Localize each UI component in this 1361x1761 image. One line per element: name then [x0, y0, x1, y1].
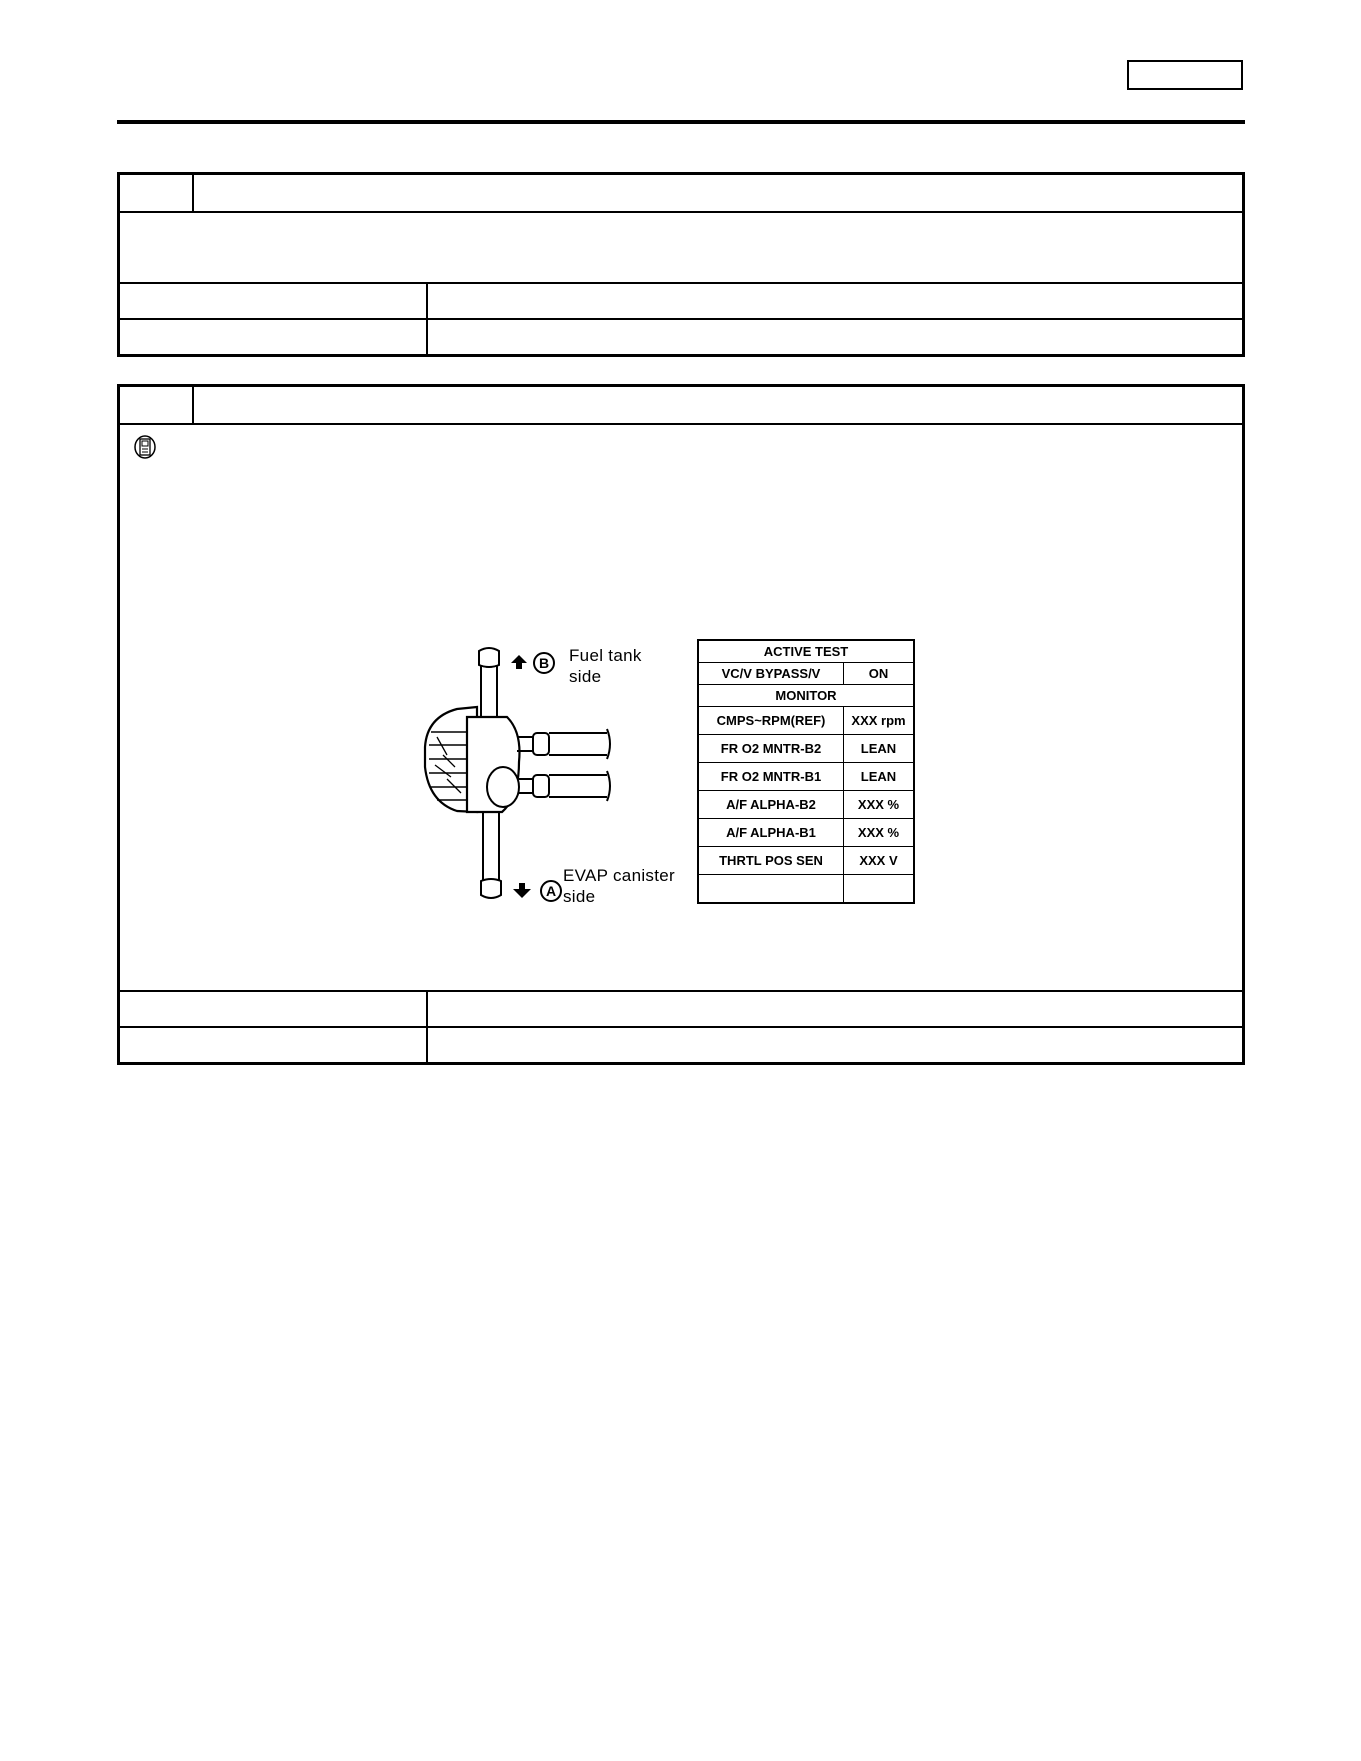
action-cell — [426, 320, 1242, 354]
monitor-item: THRTL POS SEN — [698, 847, 844, 875]
result-cell — [120, 284, 428, 318]
monitor-value: LEAN — [844, 735, 915, 763]
monitor-item: FR O2 MNTR-B1 — [698, 763, 844, 791]
monitor-value — [844, 875, 915, 904]
monitor-item: CMPS~RPM(REF) — [698, 707, 844, 735]
monitor-item: A/F ALPHA-B1 — [698, 819, 844, 847]
table-row — [698, 819, 914, 847]
inspection-step-2 — [117, 384, 1245, 1065]
monitor-value: LEAN — [844, 763, 915, 791]
monitor-item: A/F ALPHA-B2 — [698, 791, 844, 819]
table-row — [698, 875, 914, 904]
monitor-value: XXX rpm — [844, 707, 915, 735]
monitor-item: FR O2 MNTR-B2 — [698, 735, 844, 763]
table-row — [698, 707, 914, 735]
step-1-result-ok — [120, 284, 1242, 318]
step-2-header — [120, 387, 1242, 425]
step-1-number-cell — [120, 175, 194, 211]
table-row — [698, 763, 914, 791]
inspection-step-1 — [117, 172, 1245, 357]
action-cell — [426, 284, 1242, 318]
monitor-heading: MONITOR — [698, 685, 914, 707]
fuel-tank-label-line1: Fuel tank — [569, 646, 642, 665]
monitor-value: XXX V — [844, 847, 915, 875]
active-test-title: ACTIVE TEST — [698, 640, 914, 663]
test-item: VC/V BYPASS/V — [698, 663, 844, 685]
marker-a: A — [545, 883, 557, 899]
header-rule — [117, 120, 1245, 124]
evap-canister-label — [563, 865, 675, 907]
result-cell — [120, 1028, 428, 1062]
test-value: ON — [844, 663, 915, 685]
table-row — [698, 791, 914, 819]
step-2-number-cell — [120, 387, 194, 423]
action-cell — [426, 1028, 1242, 1062]
vacuum-cut-valve-figure — [407, 637, 1047, 917]
result-cell — [120, 992, 428, 1026]
monitor-item — [698, 875, 844, 904]
step-1-header — [120, 175, 1242, 213]
active-test-table — [697, 639, 915, 904]
fuel-tank-label — [569, 645, 642, 687]
page-code-box — [1127, 60, 1243, 90]
fuel-tank-label-line2: side — [569, 667, 602, 686]
step-1-result-ng — [120, 320, 1242, 354]
step-2-result-ng — [120, 1028, 1242, 1062]
result-cell — [120, 320, 428, 354]
evap-label-line2: side — [563, 887, 596, 906]
consult-tool-icon — [134, 435, 156, 459]
marker-b: B — [538, 655, 550, 671]
monitor-value: XXX % — [844, 791, 915, 819]
step-2-result-ok — [120, 992, 1242, 1026]
action-cell — [426, 992, 1242, 1026]
monitor-value: XXX % — [844, 819, 915, 847]
table-row — [698, 735, 914, 763]
table-row — [698, 847, 914, 875]
evap-label-line1: EVAP canister — [563, 866, 675, 885]
